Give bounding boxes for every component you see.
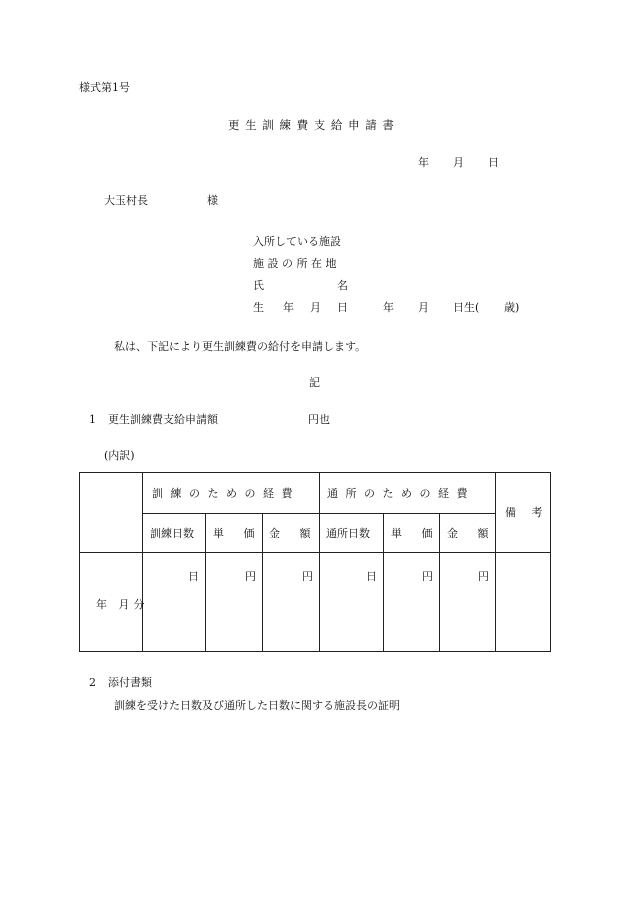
table-hline-2 bbox=[80, 552, 550, 553]
form-number: 様式第1号 bbox=[79, 81, 130, 94]
birth-label-1: 生 bbox=[253, 301, 264, 314]
date-month: 月 bbox=[453, 156, 464, 169]
name-label-1: 氏 bbox=[253, 279, 264, 292]
addressee-name: 大玉村長 bbox=[104, 194, 148, 207]
unit-day-2: 日 bbox=[366, 570, 377, 583]
table-hline-1 bbox=[142, 513, 495, 514]
item2-number: 2 bbox=[89, 676, 96, 689]
item2-label: 添付書類 bbox=[108, 676, 152, 689]
name-label-2: 名 bbox=[337, 279, 348, 292]
item1-amount-suffix: 円也 bbox=[308, 413, 330, 426]
age-suffix: 歳) bbox=[504, 301, 520, 314]
birth-label-2: 年 bbox=[283, 301, 294, 314]
facility-label: 入所している施設 bbox=[253, 235, 341, 248]
sub-commute-days: 通所日数 bbox=[326, 527, 370, 540]
table-vline-2 bbox=[205, 513, 206, 651]
birth-label-4: 日 bbox=[337, 301, 348, 314]
table-vline-7 bbox=[495, 473, 496, 651]
sub-amount-1: 金 額 bbox=[269, 527, 319, 540]
birth-year: 年 bbox=[383, 301, 394, 314]
unit-day-1: 日 bbox=[188, 570, 199, 583]
unit-yen-3: 円 bbox=[422, 570, 433, 583]
date-day: 日 bbox=[488, 156, 499, 169]
breakdown-table bbox=[79, 472, 551, 652]
birth-label-3: 月 bbox=[310, 301, 321, 314]
sub-training-days: 訓練日数 bbox=[150, 527, 194, 540]
document-title: 更 生 訓 練 費 支 給 申 請 書 bbox=[228, 118, 395, 132]
breakdown-label: (内訳) bbox=[104, 449, 135, 462]
item1-number: 1 bbox=[89, 413, 96, 426]
birth-month: 月 bbox=[418, 301, 429, 314]
facility-address-label: 施 設 の 所 在 地 bbox=[253, 257, 337, 270]
table-vline-5 bbox=[383, 513, 384, 651]
unit-yen-1: 円 bbox=[245, 570, 256, 583]
ki-heading: 記 bbox=[309, 376, 320, 389]
addressee-honorific: 様 bbox=[207, 194, 218, 207]
training-header: 訓 練 の た め の 経 費 bbox=[152, 487, 295, 500]
sub-amount-2: 金 額 bbox=[447, 527, 497, 540]
item1-label: 更生訓練費支給申請額 bbox=[108, 413, 218, 426]
sub-unit-price-1: 単 価 bbox=[213, 527, 263, 540]
table-vline-1 bbox=[142, 473, 143, 651]
unit-yen-4: 円 bbox=[478, 570, 489, 583]
commute-header: 通 所 の た め の 経 費 bbox=[327, 487, 470, 500]
statement: 私は、下記により更生訓練費の給付を申請します。 bbox=[114, 340, 367, 353]
remarks-header: 備 考 bbox=[505, 506, 549, 519]
item2-content: 訓練を受けた日数及び通所した日数に関する施設長の証明 bbox=[114, 699, 400, 712]
table-vline-4 bbox=[319, 473, 320, 651]
unit-yen-2: 円 bbox=[302, 570, 313, 583]
date-year: 年 bbox=[418, 156, 429, 169]
row-label: 年 月分 bbox=[96, 598, 149, 611]
sub-unit-price-2: 単 価 bbox=[391, 527, 441, 540]
birth-day-age: 日生( bbox=[453, 301, 480, 314]
